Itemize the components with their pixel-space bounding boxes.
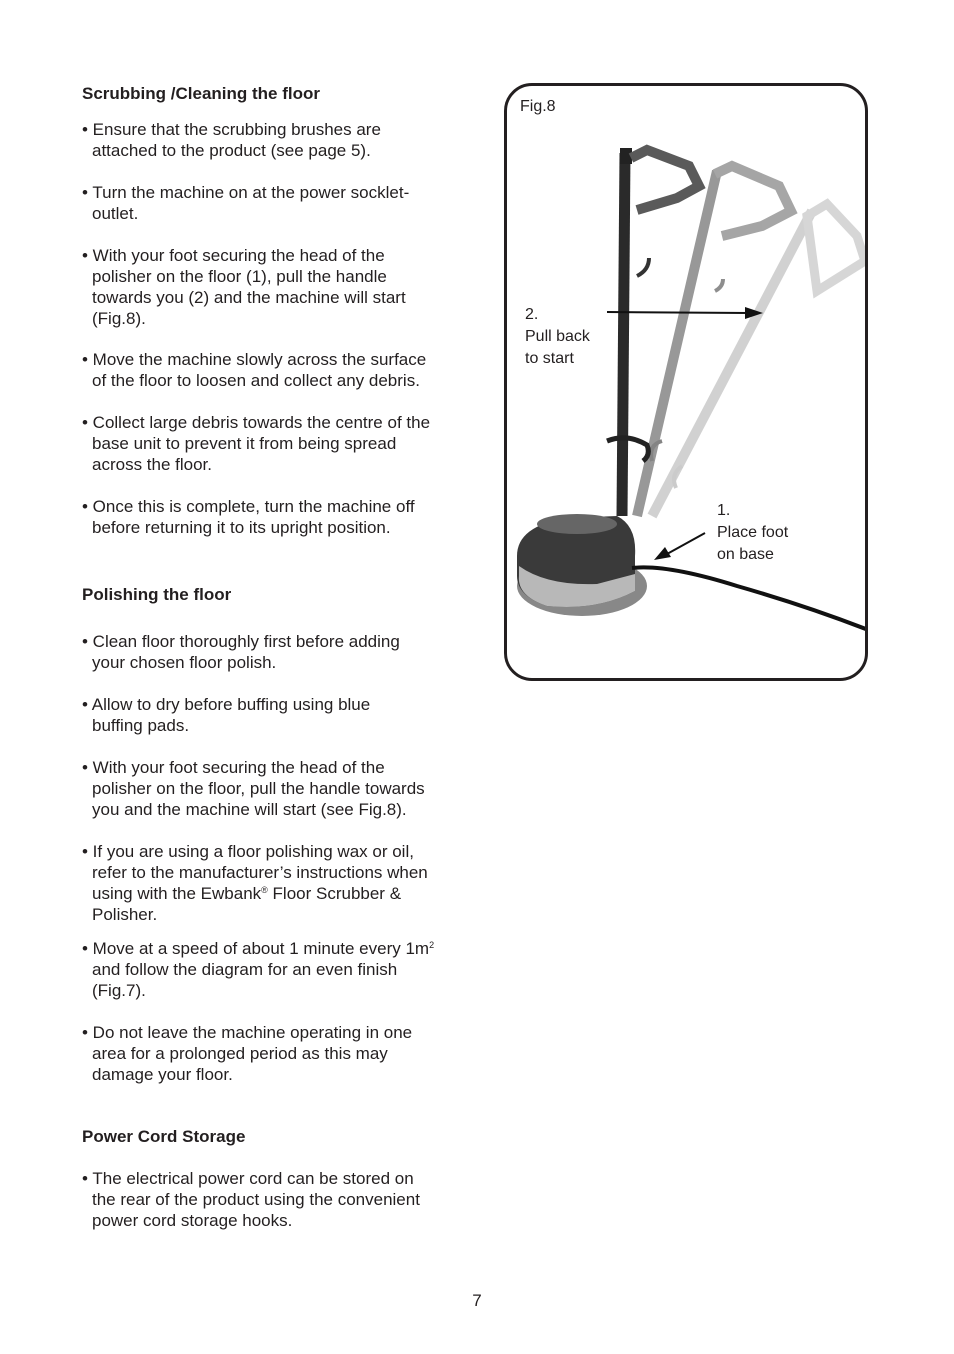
- bullet-line: • With your foot securing the head of the: [82, 758, 385, 777]
- power-cord: [632, 567, 868, 631]
- bullet-line: refer to the manufacturer’s instructions when: [92, 863, 428, 882]
- list-item: [82, 496, 477, 538]
- handle-position-2: [637, 166, 791, 516]
- bullet-line: towards you (2) and the machine will start: [92, 288, 406, 307]
- bullet-line: • Move the machine slowly across the surface: [82, 350, 427, 369]
- list-item: [82, 119, 477, 161]
- bullet-line: before returning it to its upright position.: [92, 518, 391, 537]
- brand-text: using with the Ewbank: [92, 884, 262, 903]
- label-1-line2: on base: [717, 546, 774, 563]
- speed-text: • Move at a speed of about 1 minute every 1m: [82, 939, 430, 958]
- arrow-place-foot: [667, 533, 705, 554]
- bullet-line: Polisher.: [92, 905, 158, 924]
- bullet-line: area for a prolonged period as this may: [92, 1044, 388, 1063]
- polisher-base: [517, 514, 647, 616]
- label-2-line1: Pull back: [525, 328, 590, 345]
- registered-mark: ®: [261, 885, 268, 895]
- bullet-line: • Allow to dry before buffing using blue: [82, 695, 371, 714]
- arrow-head-place-foot: [654, 547, 671, 560]
- bullet-line: • Do not leave the machine operating in one: [82, 1023, 413, 1042]
- bullet-line: [82, 883, 477, 904]
- bullet-line: damage your floor.: [92, 1065, 233, 1084]
- bullet-line: • Collect large debris towards the centre of the: [82, 413, 431, 432]
- bullet-line: the rear of the product using the convenient: [92, 1190, 420, 1209]
- page-number: 7: [472, 1291, 482, 1310]
- list-item: [82, 631, 477, 673]
- bullet-line: you and the machine will start (see Fig.8).: [92, 800, 407, 819]
- bullet-line: across the floor.: [92, 455, 213, 474]
- label-1-number: 1.: [717, 502, 731, 519]
- bullet-line: base unit to prevent it from being spread: [92, 434, 397, 453]
- label-2-number: 2.: [525, 306, 539, 323]
- list-item: [82, 1168, 477, 1231]
- figure-8-box: [504, 83, 868, 681]
- bullet-line: • Clean floor thoroughly first before adding: [82, 632, 400, 651]
- bullet-line: your chosen floor polish.: [92, 653, 277, 672]
- list-item: [82, 757, 477, 820]
- bullet-line: polisher on the floor (1), pull the handle: [92, 267, 387, 286]
- bullet-line: • The electrical power cord can be stored on: [82, 1169, 414, 1188]
- bullet-line: polisher on the floor, pull the handle towards: [92, 779, 425, 798]
- list-item: [82, 245, 477, 329]
- list-item: [82, 938, 477, 1001]
- bullet-line: outlet.: [92, 204, 139, 223]
- figure-caption: Fig.8: [520, 98, 556, 115]
- superscript-2: 2: [429, 940, 435, 950]
- list-item: [82, 182, 477, 224]
- bullet-line: of the floor to loosen and collect any debris.: [92, 371, 420, 390]
- label-1-line1: Place foot: [717, 524, 789, 541]
- list-item: [82, 694, 477, 736]
- bullet-line: buffing pads.: [92, 716, 190, 735]
- bullet-line: • If you are using a floor polishing wax or oil,: [82, 842, 414, 861]
- bullet-line: and follow the diagram for an even finish: [92, 960, 398, 979]
- heading-power-cord: Power Cord Storage: [82, 1127, 246, 1146]
- bullet-line: • With your foot securing the head of the: [82, 246, 385, 265]
- heading-polishing: Polishing the floor: [82, 585, 232, 604]
- label-2-line2: to start: [525, 350, 574, 367]
- list-item: [82, 412, 477, 475]
- arrow-pull-back: [607, 312, 749, 313]
- handle-position-3: [652, 204, 865, 516]
- bullet-line: • Once this is complete, turn the machine off: [82, 497, 415, 516]
- bullet-line: power cord storage hooks.: [92, 1211, 293, 1230]
- bullet-line: • Ensure that the scrubbing brushes are: [82, 120, 381, 139]
- bullet-line: (Fig.7).: [92, 981, 146, 1000]
- bullet-line: attached to the product (see page 5).: [92, 141, 371, 160]
- product-text: Floor Scrubber &: [272, 884, 402, 903]
- heading-scrubbing: Scrubbing /Cleaning the floor: [82, 84, 320, 103]
- floor-polisher-illustration: [507, 86, 868, 681]
- list-item: [82, 349, 477, 391]
- bullet-line: • Turn the machine on at the power socklet-: [82, 183, 410, 202]
- bullet-line: [82, 938, 477, 959]
- list-item: [82, 841, 477, 925]
- list-item: [82, 1022, 477, 1085]
- bullet-line: (Fig.8).: [92, 309, 146, 328]
